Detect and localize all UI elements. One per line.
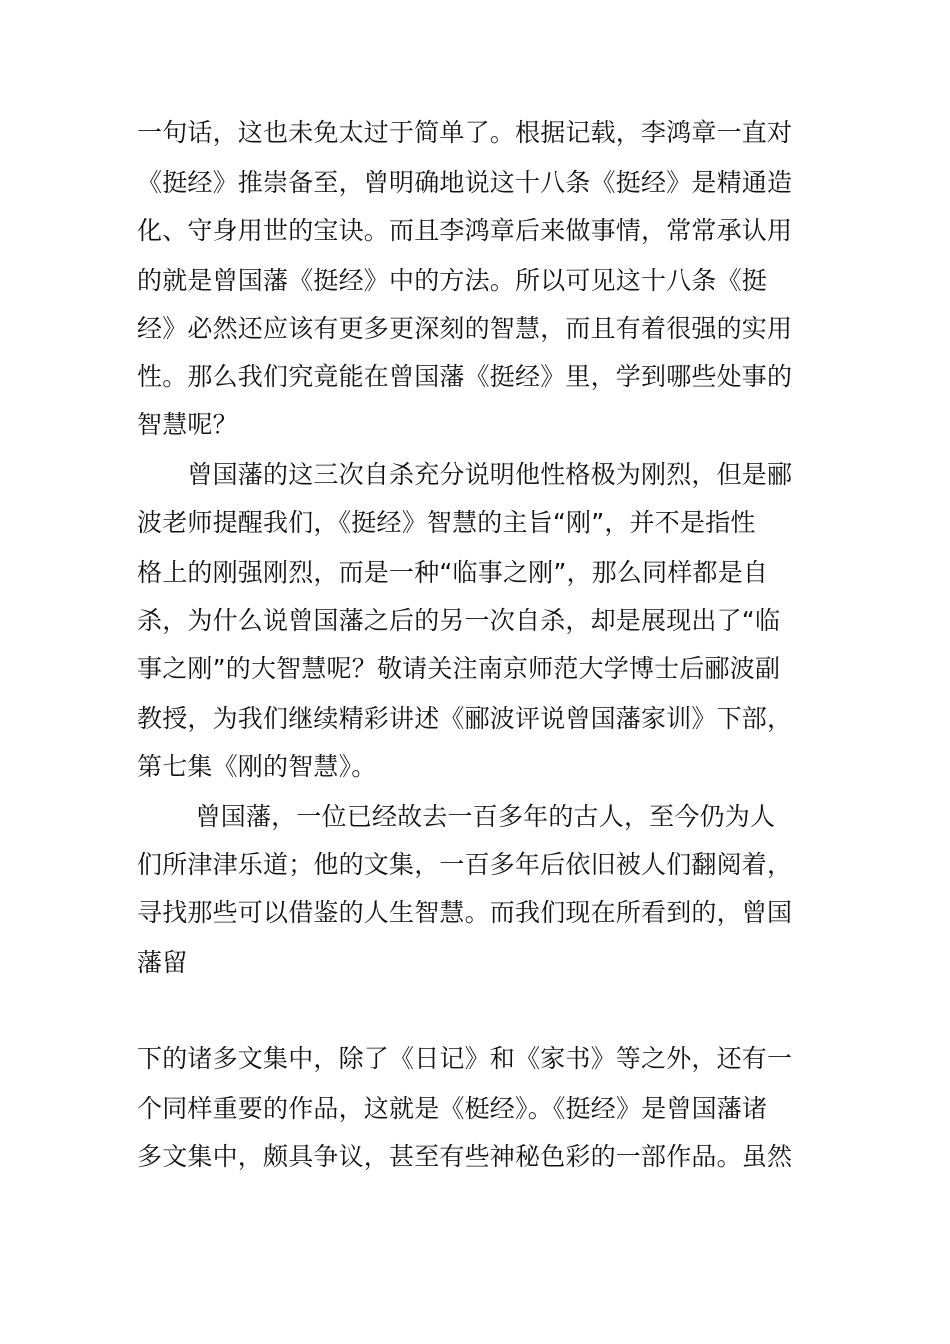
text-line: 下的诸多文集中，除了《日记》和《家书》等之外，还有一	[137, 1044, 793, 1073]
text-line: 的就是曾国藩《挺经》中的方法。所以可见这十八条《挺	[137, 266, 768, 295]
text-line: 格上的刚强刚烈，而是一种“临事之刚”，那么同样都是自	[137, 558, 769, 587]
text-line: 《挺经》推崇备至，曾明确地说这十八条《挺经》是精通造	[137, 168, 793, 197]
text-line: 教授，为我们继续精彩讲述《郦波评说曾国藩家训》下部，	[137, 704, 793, 733]
text-line: 经》必然还应该有更多更深刻的智慧，而且有着很强的实用	[137, 314, 793, 343]
text-line: 们所津津乐道；他的文集，一百多年后依旧被人们翻阅着，	[137, 850, 793, 879]
text-line: 性。那么我们究竟能在曾国藩《挺经》里，学到哪些处事的	[137, 362, 793, 391]
text-line: 个同样重要的作品，这就是《梃经》。《挺经》是曾国藩诸	[137, 1094, 768, 1123]
text-line: 杀，为什么说曾国藩之后的另一次自杀，却是展现出了“临	[137, 606, 781, 635]
text-line: 波老师提醒我们，《挺经》智慧的主旨“刚”，并不是指性	[137, 508, 756, 537]
text-line: 事之刚”的大智慧呢？敬请关注南京师范大学博士后郦波副	[137, 654, 781, 683]
text-line: 一句话，这也未免太过于简单了。根据记载，李鸿章一直对	[137, 118, 793, 147]
text-line: 第七集《刚的智慧》。	[137, 752, 377, 781]
text-line: 曾国藩的这三次自杀充分说明他性格极为刚烈，但是郦	[137, 460, 793, 489]
text-line: 藩留	[137, 948, 188, 977]
text-line: 多文集中，颇具争议，甚至有些神秘色彩的一部作品。虽然	[137, 1142, 793, 1171]
text-line: 化、守身用世的宝诀。而且李鸿章后来做事情，常常承认用	[137, 216, 793, 245]
text-line: 曾国藩，一位已经故去一百多年的古人，至今仍为人	[137, 802, 776, 831]
text-line: 智慧呢？	[137, 410, 238, 439]
text-line: 寻找那些可以借鉴的人生智慧。而我们现在所看到的，曾国	[137, 898, 793, 927]
